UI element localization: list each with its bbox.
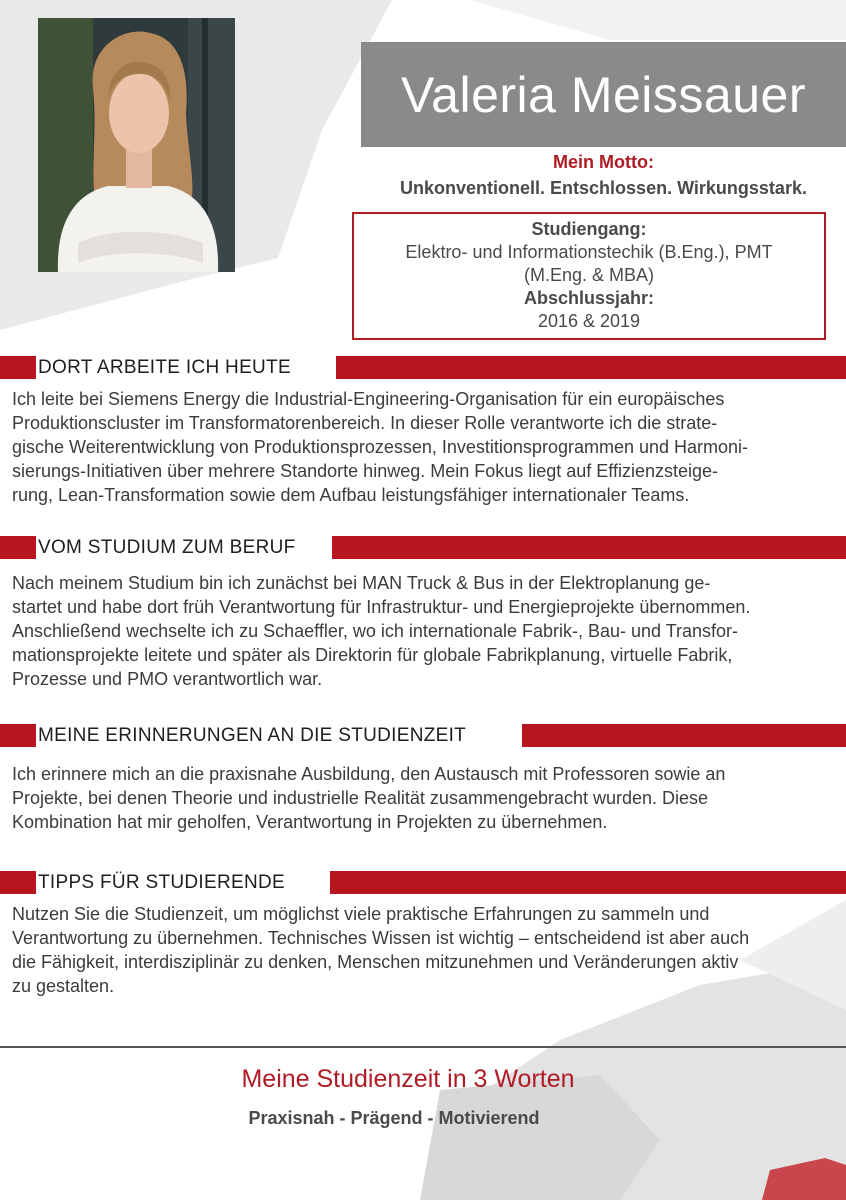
motto-text: Unkonventionell. Entschlossen. Wirkungsstark. bbox=[400, 178, 807, 198]
text-line: Nach meinem Studium bin ich zunächst bei MAN Truck & Bus in der Elektroplanung ge- bbox=[12, 573, 711, 593]
section-title: DORT ARBEITE ICH HEUTE bbox=[38, 357, 291, 378]
section-title: TIPPS FÜR STUDIERENDE bbox=[38, 872, 285, 893]
text-line: gische Weiterentwicklung von Produktionsprozessen, Investitionsprogrammen und Harmoni- bbox=[12, 437, 749, 457]
three-words-text: Praxisnah - Prägend - Motivierend bbox=[248, 1108, 540, 1128]
section-header-memories bbox=[0, 724, 846, 747]
text-line: startet und habe dort früh Verantwortung für Infrastruktur- und Energieprojekte übernommen. bbox=[12, 597, 751, 617]
study-info-box bbox=[352, 212, 826, 340]
text-line: Kombination hat mir geholfen, Verantwortung in Projekten zu übernehmen. bbox=[12, 812, 608, 832]
program-line-2: (M.Eng. & MBA) bbox=[523, 265, 655, 285]
text-line: mationsprojekte leitete und später als Direktorin für globale Fabrikplanung, virtuelle Fabrik, bbox=[12, 645, 733, 665]
motto-label: Mein Motto: bbox=[553, 152, 654, 172]
text-line: sierungs-Initiativen über mehrere Standorte hinweg. Mein Fokus liegt auf Effizienzsteige- bbox=[12, 461, 719, 481]
graduation-year: 2016 & 2019 bbox=[537, 311, 641, 331]
section-accent-left bbox=[0, 724, 36, 747]
section-accent-right bbox=[336, 356, 846, 379]
text-line: Verantwortung zu übernehmen. Technisches Wissen ist wichtig – entscheidend ist aber auch bbox=[12, 928, 750, 948]
text-line: Prozesse und PMO verantwortlich war. bbox=[12, 669, 323, 689]
text-line: rung, Lean-Transformation sowie dem Aufbau leistungsfähiger internationaler Teams. bbox=[12, 485, 690, 505]
text-line: Produktionscluster im Transformatorenbereich. In dieser Rolle verantworte ich die strate- bbox=[12, 413, 718, 433]
profile-photo bbox=[38, 18, 235, 272]
section-text-tips bbox=[12, 902, 842, 998]
text-line: die Fähigkeit, interdisziplinär zu denken, Menschen mitzunehmen und Veränderungen aktiv bbox=[12, 952, 739, 972]
three-words-title: Meine Studienzeit in 3 Worten bbox=[241, 1065, 575, 1093]
section-accent-right bbox=[332, 536, 846, 559]
text-line: Ich erinnere mich an die praxisnahe Ausbildung, den Austausch mit Professoren sowie an bbox=[12, 764, 726, 784]
section-header-current-job bbox=[0, 356, 846, 379]
section-text-memories bbox=[12, 762, 842, 834]
section-text-current-job bbox=[12, 387, 842, 507]
section-accent-left bbox=[0, 356, 36, 379]
text-line: zu gestalten. bbox=[12, 976, 115, 996]
section-title: MEINE ERINNERUNGEN AN DIE STUDIENZEIT bbox=[38, 725, 467, 746]
top-right-gray-shape bbox=[470, 0, 846, 40]
section-accent-right bbox=[522, 724, 846, 747]
section-title: VOM STUDIUM ZUM BERUF bbox=[38, 537, 296, 558]
section-header-career-path bbox=[0, 536, 846, 559]
section-accent-right bbox=[330, 871, 846, 894]
program-label: Studiengang: bbox=[531, 219, 647, 239]
section-header-tips bbox=[0, 871, 846, 894]
section-accent-left bbox=[0, 536, 36, 559]
name-header: Valeria Meissauer bbox=[361, 42, 846, 147]
section-accent-left bbox=[0, 871, 36, 894]
program-line-1: Elektro- und Informationstechik (B.Eng.), PMT bbox=[405, 242, 773, 262]
section-text-career-path bbox=[12, 571, 842, 691]
footer-divider bbox=[0, 1046, 846, 1048]
text-line: Nutzen Sie die Studienzeit, um möglichst viele praktische Erfahrungen zu sammeln und bbox=[12, 904, 710, 924]
text-line: Projekte, bei denen Theorie und industrielle Realität zusammengebracht wurden. Diese bbox=[12, 788, 709, 808]
text-line: Anschließend wechselte ich zu Schaeffler, wo ich internationale Fabrik-, Bau- und Transfor- bbox=[12, 621, 739, 641]
text-line: Ich leite bei Siemens Energy die Industrial-Engineering-Organisation für ein europäisches bbox=[12, 389, 725, 409]
graduation-year-label: Abschlussjahr: bbox=[523, 288, 655, 308]
